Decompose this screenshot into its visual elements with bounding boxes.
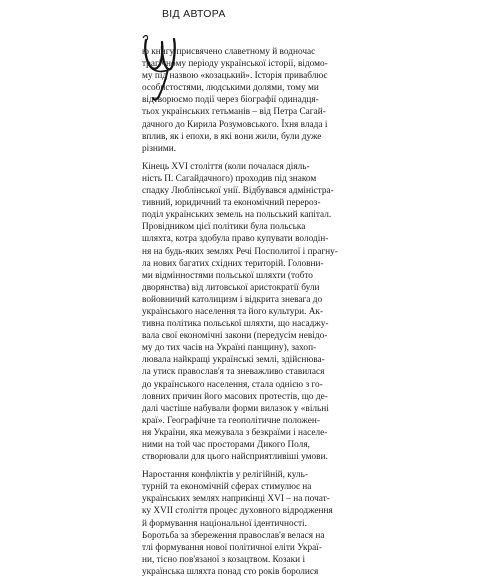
body-text [142,46,349,578]
paragraph-1: ю книгу присвячено славетному й водночас трагічному періоду української історії, відомо- му під назвою «козацький». Історія приваблює особистостями, людськими долями, тому ми відтворюємо події через біографії одинадця- тьох українських гетьманів – від Петра Сагай- дачного до Кирила Розумовського. Їхня влада і вплив, як і епохи, в які вони жили, були дуже різними. [142,47,328,154]
page-heading: ВІД АВТОРА [162,8,226,20]
paragraph-3: Наростання конфліктів у релігійній, куль- турній та економічній сферах стимулює на українських землях наприкінці XVI – на почат- ку XVII століття процес духовного відродження й формування національної ідентичності. Боротьба за збереження православ'я велася на тлі формування нової політичної еліти Украї- ни, тісно пов'язаної з козацтвом. Козаки і українська шляхта понад сто років боролися [142,470,333,577]
paragraph-2: Кінець XVI століття (коли почалася діяль- ність П. Сагайдачного) проходив під знаком спадку Люблінської унії. Відбувався адміністра- тивний, юридичний та економічний перероз- поділ українських земель на польський капітал. Провідником цієї політики була польська шляхта, котра здобула право купувати володін- ня на будь-яких землях Речі Посполитої і прагну- ла нових багатих східних територій. Головни- ми відмінностями польської шляхти (тобто дворянства) від литовської аристократії були войовничий католицизм і відкрита зневага до українського населення та його культури. Ак- тивна політика польської шляхти, що насаджу- вала свої економічні закони (передусім невідо- му до тих часів на Україні панщину), захоп- лювала найкращі українські землі, здійснюва- ла утиск православ'я та зневажливо ставилася до українського населення, стала однією з го- ловних причин його масових протестів, що де- далі частіше набували форми вилазок у «вільні краї». Географічне та геополітичне положен- ня України, яка межувала з безкраїми і населе- ними на той час просторами Дикого Поля, створювали для цього найсприятливіші умови. [142,161,338,463]
